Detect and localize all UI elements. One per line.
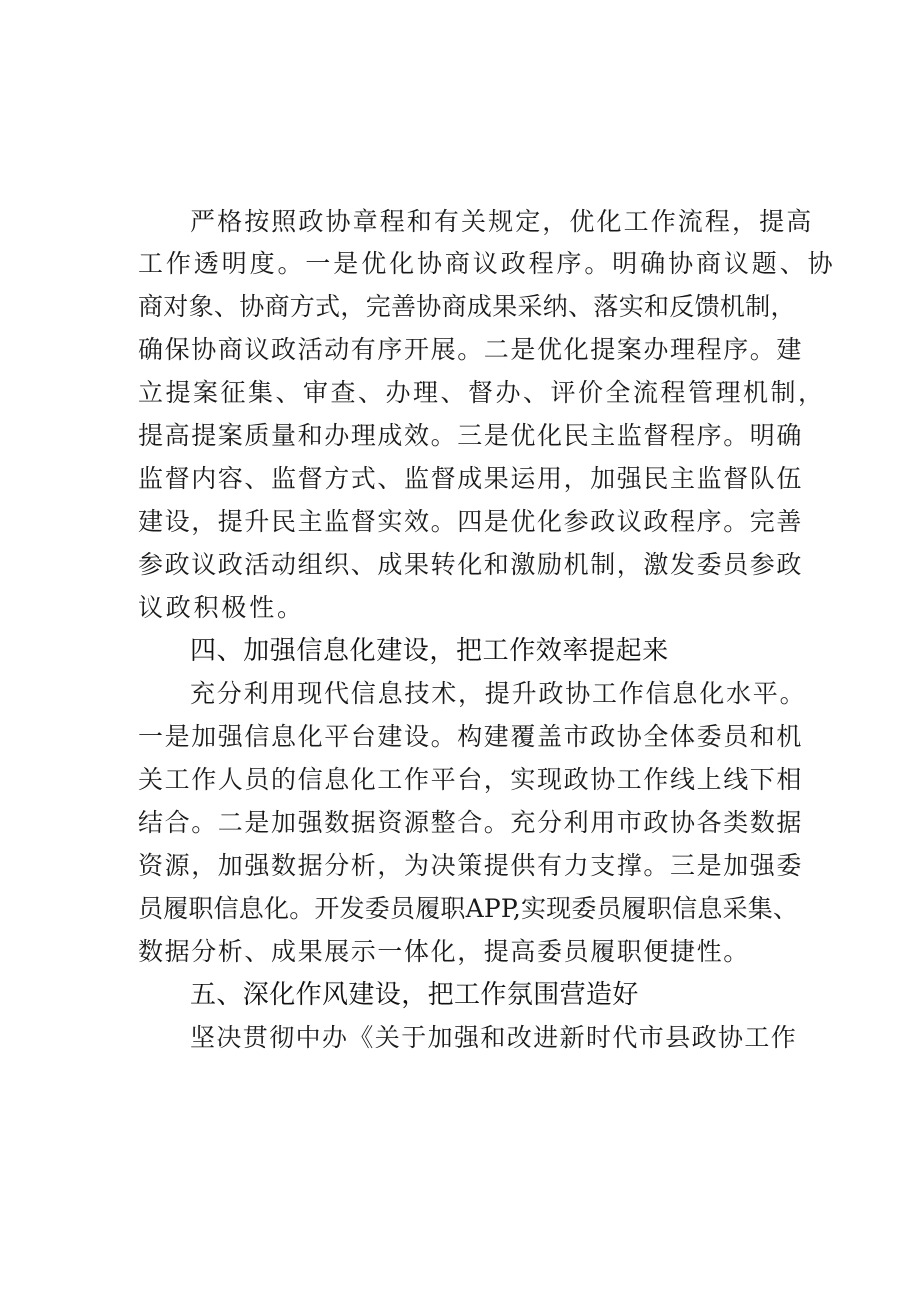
paragraph-line: 确保协商议政活动有序开展。二是优化提案办理程序。建 <box>138 335 804 364</box>
paragraph-line: 充分利用现代信息技术，提升政协工作信息化水平。 <box>190 679 807 708</box>
paragraph-line: 建设，提升民主监督实效。四是优化参政议政程序。完善 <box>138 507 804 536</box>
section-heading-informatization: 四、加强信息化建设，把工作效率提起来 <box>190 636 669 666</box>
paragraph-line: 商对象、协商方式，完善协商成果采纳、落实和反馈机制， <box>138 292 796 321</box>
paragraph-line: 关工作人员的信息化工作平台，实现政协工作线上线下相 <box>138 765 804 794</box>
paragraph-line: 提高提案质量和办理成效。三是优化民主监督程序。明确 <box>138 421 804 450</box>
section-heading-work-style: 五、深化作风建设，把工作氛围营造好 <box>190 980 639 1010</box>
paragraph-line: 严格按照政协章程和有关规定，优化工作流程，提高 <box>190 207 814 236</box>
paragraph-line: 监督内容、监督方式、监督成果运用，加强民主监督队伍 <box>138 464 804 493</box>
paragraph-line: 工作透明度。一是优化协商议政程序。明确协商议题、协 <box>138 249 836 278</box>
paragraph-line: 一是加强信息化平台建设。构建覆盖市政协全体委员和机 <box>138 722 804 751</box>
paragraph-line: 数据分析、成果展示一体化，提高委员履职便捷性。 <box>138 937 750 966</box>
paragraph-line: 立提案征集、审查、办理、督办、评价全流程管理机制， <box>138 378 826 407</box>
paragraph-line: 议政积极性。 <box>138 593 305 622</box>
paragraph-line: 员履职信息化。开发委员履职APP,实现委员履职信息采集、 <box>138 894 799 923</box>
paragraph-line: 坚决贯彻中办《关于加强和改进新时代市县政协工作 <box>190 1023 798 1052</box>
paragraph-line: 结合。二是加强数据资源整合。充分利用市政协各类数据 <box>138 808 804 837</box>
paragraph-line: 参政议政活动组织、成果转化和激励机制，激发委员参政 <box>138 550 804 579</box>
paragraph-line: 资源，加强数据分析，为决策提供有力支撑。三是加强委 <box>138 851 804 880</box>
